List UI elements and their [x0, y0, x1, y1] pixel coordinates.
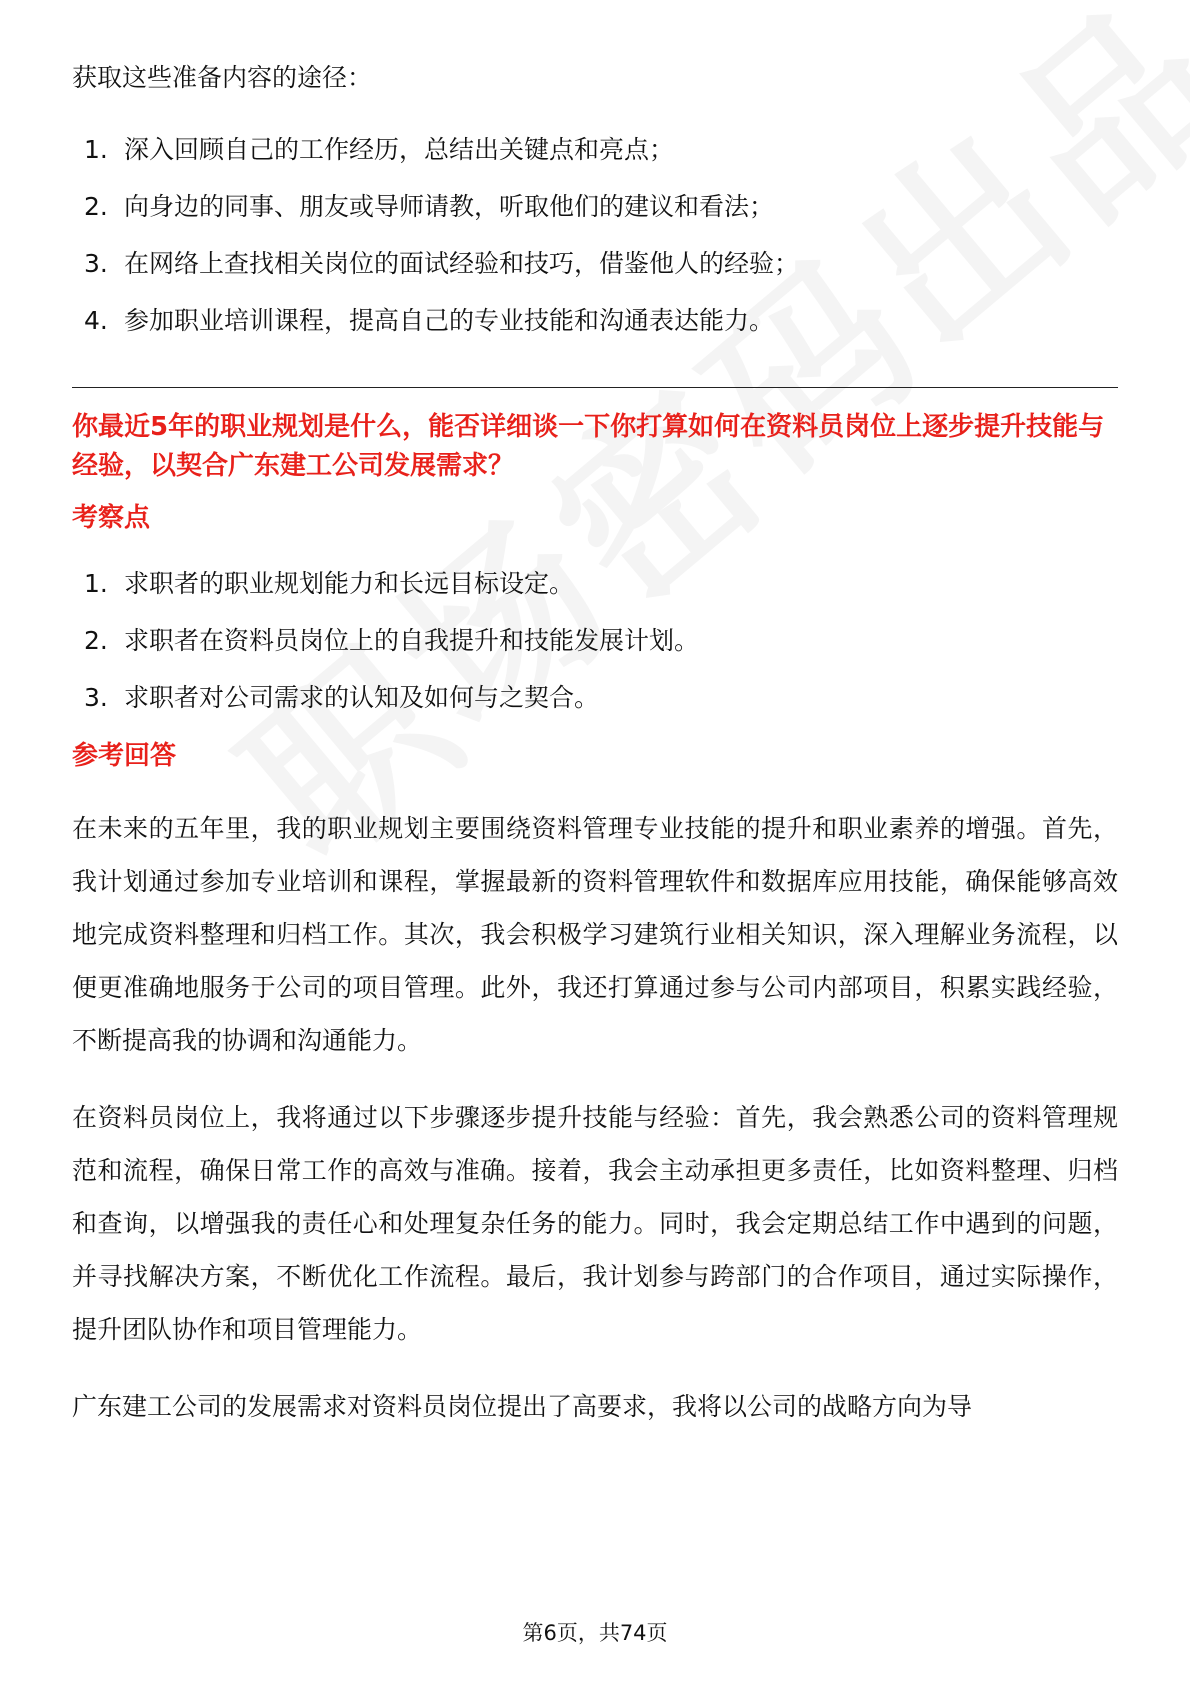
document-page	[72, 58, 1118, 1457]
answer-paragraph-3: 广东建工公司的发展需求对资料员岗位提出了高要求，我将以公司的战略方向为导	[72, 1392, 973, 1421]
list-number: 1.	[84, 569, 108, 598]
list-number: 1.	[84, 135, 108, 164]
list-item-text: 求职者的职业规划能力和长远目标设定。	[124, 569, 575, 598]
list-item-text: 参加职业培训课程，提高自己的专业技能和沟通表达能力。	[124, 306, 775, 335]
ways-list	[72, 130, 1118, 341]
list-item	[72, 678, 1118, 718]
list-item-text: 深入回顾自己的工作经历，总结出关键点和亮点；	[124, 135, 675, 164]
list-number: 4.	[84, 306, 108, 335]
list-item-text: 求职者对公司需求的认知及如何与之契合。	[124, 683, 600, 712]
answer-paragraph-1: 在未来的五年里，我的职业规划主要围绕资料管理专业技能的提升和职业素养的增强。首先，我计划通过参加专业培训和课程，掌握最新的资料管理软件和数据库应用技能，确保能够高效地完成资料整理和归档工作。其次，我会积极学习建筑行业相关知识，深入理解业务流程，以便更准确地服务于公司的项目管理。此外，我还打算通过参与公司内部项目，积累实践经验，不断提高我的协调和沟通能力。	[72, 814, 1118, 1055]
list-item	[72, 301, 1118, 341]
list-number: 2.	[84, 626, 108, 655]
list-item	[72, 564, 1118, 604]
list-item-text: 向身边的同事、朋友或导师请教，听取他们的建议和看法；	[124, 192, 775, 221]
intro-text: 获取这些准备内容的途径：	[72, 63, 373, 92]
list-item	[72, 130, 1118, 170]
list-item-text: 在网络上查找相关岗位的面试经验和技巧，借鉴他人的经验；	[124, 249, 800, 278]
page-number: 第6页，共74页	[522, 1621, 668, 1645]
section-divider	[72, 387, 1118, 388]
list-number: 3.	[84, 683, 108, 712]
list-item-text: 求职者在资料员岗位上的自我提升和技能发展计划。	[124, 626, 700, 655]
points-heading: 考察点	[72, 503, 151, 533]
list-number: 3.	[84, 249, 108, 278]
points-list	[72, 564, 1118, 718]
list-item	[72, 187, 1118, 227]
list-item	[72, 621, 1118, 661]
list-item	[72, 244, 1118, 284]
answer-heading: 参考回答	[72, 741, 177, 771]
answer-paragraph-2: 在资料员岗位上，我将通过以下步骤逐步提升技能与经验：首先，我会熟悉公司的资料管理规范和流程，确保日常工作的高效与准确。接着，我会主动承担更多责任，比如资料整理、归档和查询，以增强我的责任心和处理复杂任务的能力。同时，我会定期总结工作中遇到的问题，并寻找解决方案，不断优化工作流程。最后，我计划参与跨部门的合作项目，通过实际操作，提升团队协作和项目管理能力。	[72, 1103, 1118, 1344]
list-number: 2.	[84, 192, 108, 221]
question-heading: 你最近5年的职业规划是什么，能否详细谈一下你打算如何在资料员岗位上逐步提升技能与经验，以契合广东建工公司发展需求？	[72, 412, 1105, 481]
